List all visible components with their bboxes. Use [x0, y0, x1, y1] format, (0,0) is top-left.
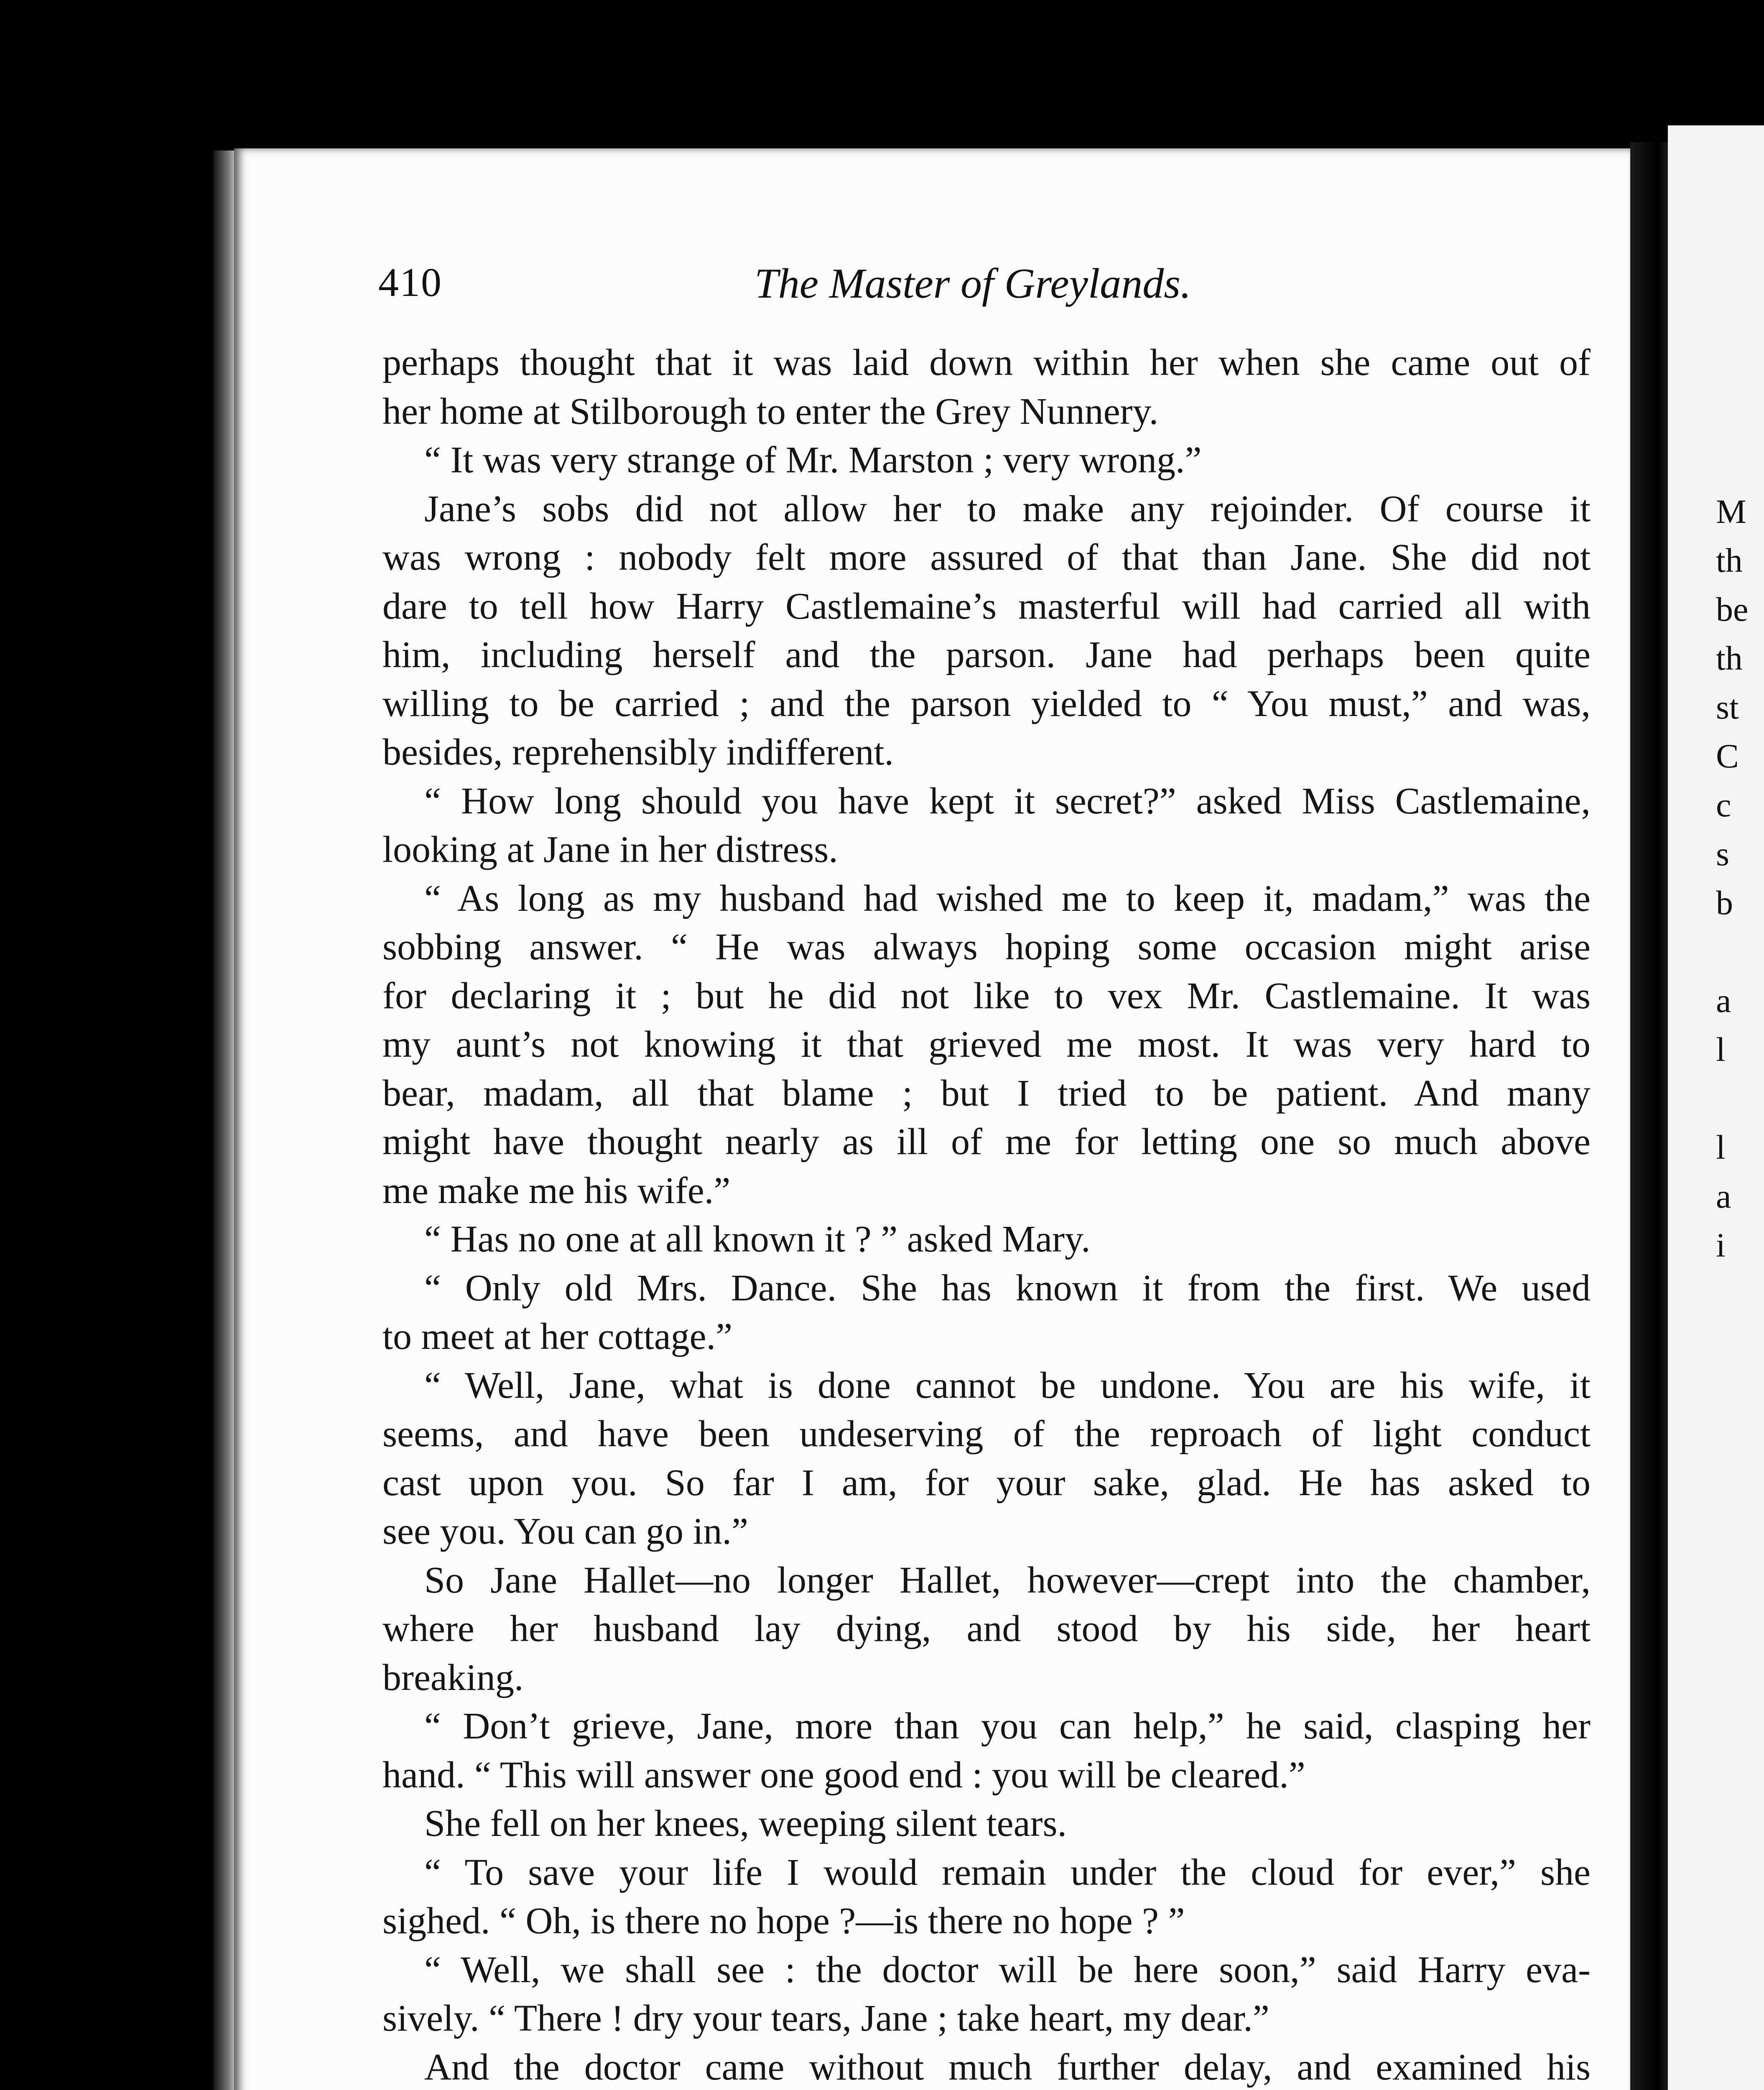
text-line: looking at Jane in her distress.: [382, 829, 838, 870]
text-line: cast upon you. So far I am, for your sake, glad. He has asked to: [382, 1462, 1591, 1504]
text-line: willing to be carried ; and the parson yielded to “ You must,” and was,: [382, 683, 1591, 724]
page-body-text: [382, 339, 1591, 2090]
next-page-fragment: be: [1716, 590, 1749, 628]
next-page-fragment: a: [1716, 981, 1731, 1020]
text-line: seems, and have been undeserving of the reproach of light conduct: [382, 1413, 1591, 1455]
next-page-fragment: M: [1716, 492, 1746, 530]
text-line: hand. “ This will answer one good end : you will be cleared.”: [382, 1754, 1305, 1796]
text-line: dare to tell how Harry Castlemaine’s masterful will had carried all with: [382, 585, 1591, 627]
next-page-fragment: l: [1716, 1128, 1726, 1166]
text-line: perhaps thought that it was laid down within her when she came out of: [382, 342, 1591, 383]
text-line: him, including herself and the parson. Jane had perhaps been quite: [382, 634, 1591, 675]
text-line: breaking.: [382, 1657, 524, 1698]
text-line: So Jane Hallet—no longer Hallet, however—crept into the chamber,: [424, 1559, 1591, 1601]
text-line: besides, reprehensibly indifferent.: [382, 732, 894, 773]
text-line: “ Has no one at all known it ? ” asked Mary.: [424, 1218, 1091, 1260]
text-line: sighed. “ Oh, is there no hope ?—is there no hope ? ”: [382, 1900, 1185, 1942]
next-page-fragment: s: [1716, 835, 1729, 873]
text-line: She fell on her knees, weeping silent tears.: [424, 1803, 1067, 1844]
text-line: “ To save your life I would remain under the cloud for ever,” she: [424, 1851, 1591, 1893]
text-line: “ Well, we shall see : the doctor will be here soon,” said Harry eva-: [424, 1949, 1591, 1991]
next-page-fragment: th: [1716, 639, 1743, 677]
next-page-fragment: a: [1716, 1177, 1731, 1215]
text-line: “ Don’t grieve, Jane, more than you can help,” he said, clasping her: [424, 1705, 1591, 1747]
text-line: “ Well, Jane, what is done cannot be undone. You are his wife, it: [424, 1364, 1591, 1406]
text-line: sobbing answer. “ He was always hoping some occasion might arise: [382, 926, 1591, 968]
text-line: was wrong : nobody felt more assured of that than Jane. She did not: [382, 537, 1591, 578]
text-line: to meet at her cottage.”: [382, 1316, 733, 1357]
text-line: for declaring it ; but he did not like to vex Mr. Castlemaine. It was: [382, 975, 1591, 1017]
text-line: my aunt’s not knowing it that grieved me most. It was very hard to: [382, 1024, 1591, 1065]
running-title: The Master of Greylands.: [755, 260, 1191, 307]
next-page-text-fragments: [1716, 487, 1764, 1269]
next-page-fragment: [1716, 927, 1764, 976]
next-page-fragment: C: [1716, 737, 1739, 775]
next-page-fragment: i: [1716, 1226, 1726, 1264]
text-line: And the doctor came without much further delay, and examined his: [424, 2046, 1591, 2088]
text-line: her home at Stilborough to enter the Grey Nunnery.: [382, 390, 1159, 432]
text-line: where her husband lay dying, and stood by his side, her heart: [382, 1608, 1591, 1649]
text-line: bear, madam, all that blame ; but I tried to be patient. And many: [382, 1072, 1591, 1114]
text-line: sively. “ There ! dry your tears, Jane ; take heart, my dear.”: [382, 1998, 1269, 2039]
page-header: [378, 259, 1595, 309]
text-line: “ How long should you have kept it secret?” asked Miss Castlemaine,: [424, 780, 1591, 822]
text-line: “ As long as my husband had wished me to keep it, madam,” was the: [424, 877, 1591, 919]
text-line: “ It was very strange of Mr. Marston ; very wrong.”: [424, 439, 1202, 481]
next-page-fragment: c: [1716, 786, 1731, 824]
text-line: see you. You can go in.”: [382, 1511, 748, 1552]
next-page-fragment: [1716, 1074, 1764, 1123]
book-spine-shadow: [1630, 142, 1670, 2090]
page-number: 410: [378, 260, 442, 305]
text-line: me make me his wife.”: [382, 1170, 731, 1211]
next-page-fragment: l: [1716, 1030, 1726, 1068]
text-line: Jane’s sobs did not allow her to make any rejoinder. Of course it: [424, 488, 1591, 530]
text-line: “ Only old Mrs. Dance. She has known it from the first. We used: [424, 1267, 1591, 1309]
next-page-fragment: th: [1716, 541, 1743, 579]
text-line: might have thought nearly as ill of me for letting one so much above: [382, 1121, 1591, 1162]
next-page-fragment: b: [1716, 884, 1733, 922]
next-page-fragment: st: [1716, 688, 1739, 726]
